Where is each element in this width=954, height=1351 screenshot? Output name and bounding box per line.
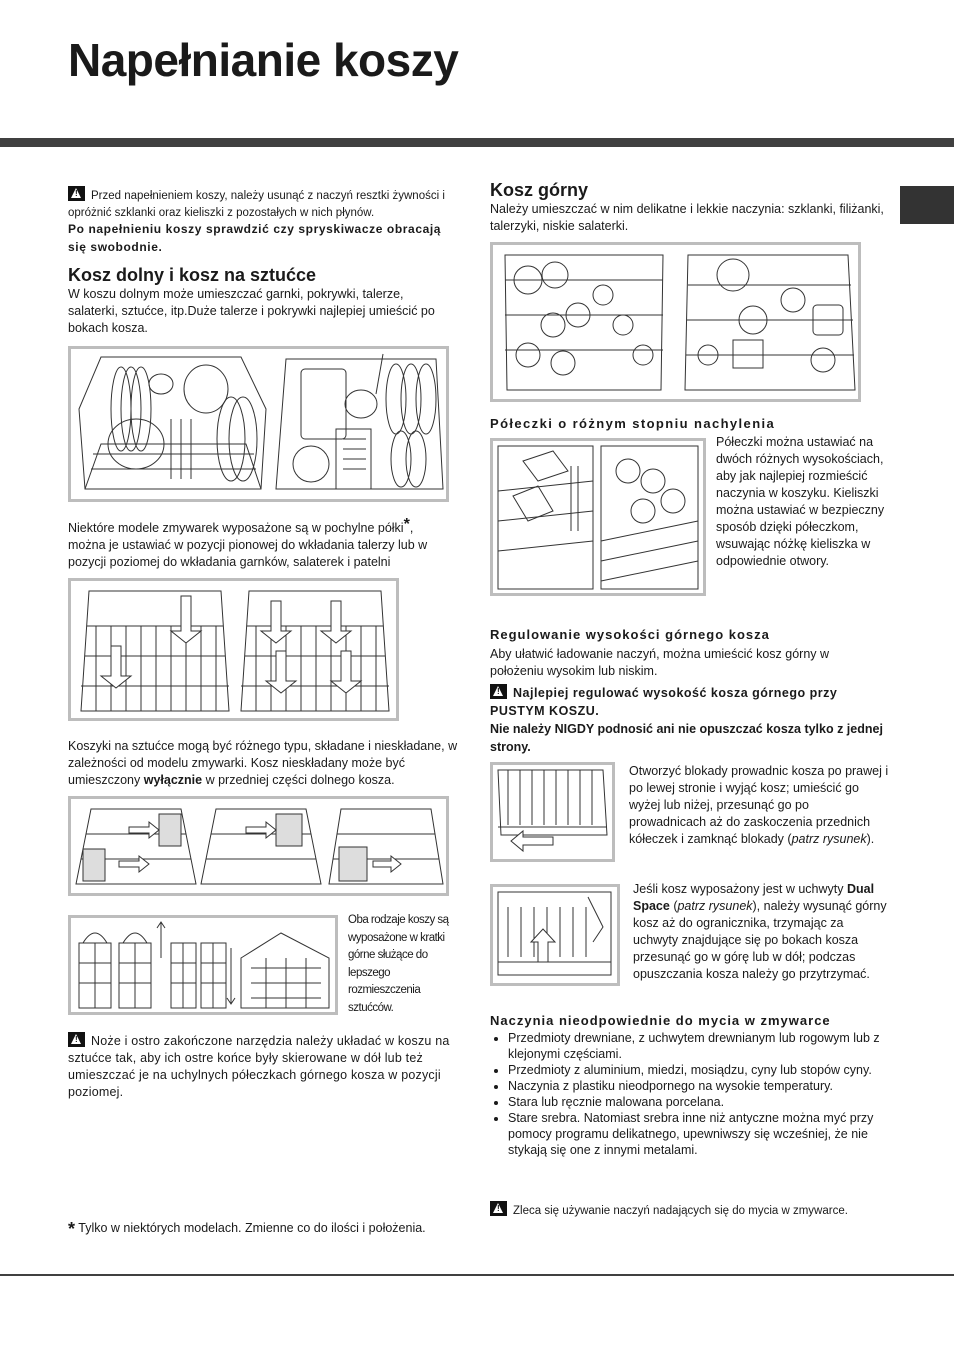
intro-warning-text: Przed napełnieniem koszy, należy usunąć z naczyń resztki żywności i opróżnić szklanki oraz kieliszki z pozostałych w nich płynów. — [68, 190, 445, 219]
shelves-illustration — [493, 441, 703, 593]
shelves-text: Półeczki można ustawiać na dwóch różnych wysokościach, aby jak najlepiej rozmieścić naczynia w koszyku. Kieliszki można ustawiać w bezpieczny sposób dzięki półeczkom, wsuwając nóżkę kieliszka w odpowiednie otwory. — [716, 435, 885, 568]
final-warning-text: Zleca się używanie naczyń nadających się do mycia w zmywarce. — [513, 1205, 848, 1217]
list-item: • Naczynia z plastiku nieodpornego na wysokie temperatury. — [508, 1078, 885, 1094]
grids-text: Oba rodzaje koszy są wyposażone w kratki górne służące do lepszego rozmieszczenia sztućców. — [348, 914, 449, 1014]
lower-basket-figure — [68, 346, 449, 502]
final-warning — [490, 1201, 880, 1220]
racks-illustration — [71, 581, 396, 718]
dual-italic: patrz rysunek — [677, 899, 753, 913]
upper-basket-heading: Kosz górny — [490, 180, 589, 200]
warning-icon — [490, 684, 507, 699]
header-rule — [0, 138, 954, 147]
asterisk: * — [403, 516, 410, 533]
racks-text-b: , można je ustawiać w pozycji pionowej do wkładania talerzy lub w pozycji poziomej do wkładania garnków, salaterek i patelni — [68, 521, 428, 569]
warning-icon — [68, 1032, 85, 1047]
racks-text — [68, 516, 453, 571]
knives-warning-text: Noże i ostro zakończone narzędzia należy układać w koszu na sztućce tak, aby ich ostre końce były skierowane w dół lub też umieszczać je na uchylnych półeczkach górnego kosza w pozycji poziomej. — [68, 1034, 450, 1099]
cutlery-text — [68, 738, 458, 789]
lock-italic: patrz rysunek — [791, 832, 867, 846]
dual-space-text — [633, 881, 888, 983]
height-heading: Regulowanie wysokości górnego kosza — [490, 627, 770, 642]
lower-basket-text: W koszu dolnym może umieszczać garnki, pokrywki, talerze, salaterki, sztućce, itp.Duże talerze i pokrywki najlepiej umieścić po bokach kosza. — [68, 287, 435, 335]
cutlery-grids-figure — [68, 915, 338, 1015]
upper-basket-text: Należy umieszczać w nim delikatne i lekkie naczynia: szklanki, filiżanki, talerzyki, niskie salaterki. — [490, 202, 884, 233]
cutlery-positions-figure — [68, 796, 449, 896]
cutlery-grids-illustration — [71, 918, 335, 1012]
height-warning — [490, 684, 885, 756]
shelves-figure — [490, 438, 706, 596]
cutlery-bold: wyłącznie — [143, 773, 203, 787]
lock-text — [629, 763, 889, 848]
height-warning-2: Nie należy NIGDY podnosić ani nie opuszczać kosza tylko z jednej strony. — [490, 722, 883, 754]
knives-warning — [68, 1032, 456, 1101]
list-item: • Przedmioty drewniane, z uchwytem drewnianym lub rogowym lub z klejonymi częściami. — [508, 1030, 885, 1062]
cutlery-text-a: Koszyki na sztućce mogą być różnego typu, składane i nieskładane, w zależności od modelu zmywarki. Kosz nieskładany może być umieszczony — [68, 739, 458, 787]
list-item: • Przedmioty z aluminium, miedzi, mosiądzu, cyny lub stopów cyny. — [508, 1062, 885, 1078]
footer-rule — [0, 1274, 954, 1276]
racks-text-a: Niektóre modele zmywarek wyposażone są w pochylne półki — [68, 521, 404, 535]
cutlery-text-b: w przedniej części dolnego kosza. — [202, 773, 395, 787]
intro-warning-bold: Po napełnieniu koszy sprawdzić czy spryskiwacze obracają się swobodnie. — [68, 222, 442, 254]
dual-text-a: Jeśli kosz wyposażony jest w uchwyty — [633, 882, 847, 896]
height-warning-1: Najlepiej regulować wysokość kosza górnego przy PUSTYM KOSZU. — [490, 686, 838, 718]
lock-figure — [490, 762, 615, 862]
footnote-mark: * — [68, 1219, 76, 1239]
language-tab — [900, 186, 954, 224]
upper-basket-figure — [490, 242, 861, 402]
unsuitable-heading: Naczynia nieodpowiednie do mycia w zmywarce — [490, 1013, 831, 1028]
footnote — [68, 1220, 448, 1238]
warning-icon — [490, 1201, 507, 1216]
warning-icon — [68, 186, 85, 201]
lock-text-b: ). — [866, 832, 875, 846]
lower-basket-illustration — [71, 349, 446, 499]
dual-bold: Dual Space — [633, 882, 875, 913]
cutlery-positions-illustration — [71, 799, 446, 893]
shelves-heading: Półeczki o różnym stopniu nachylenia — [490, 416, 776, 431]
dual-text-b: ( — [669, 899, 678, 913]
unsuitable-list — [490, 1030, 885, 1158]
lock-illustration — [493, 765, 612, 859]
lock-text-a: Otworzyć blokady prowadnic kosza po prawej i po lewej stronie i wyjąć kosz; umieścić go wyżej lub niżej, przesunąć go po prowadnicach aż do zaskoczenia przednich kółeczek i zamknąć blokady ( — [629, 764, 889, 846]
intro-warning — [68, 186, 458, 256]
height-text: Aby ułatwić ładowanie naczyń, można umieścić kosz górny w położeniu wysokim lub niskim. — [490, 647, 830, 678]
list-item: • Stara lub ręcznie malowana porcelana. — [508, 1094, 885, 1110]
dual-space-illustration — [493, 887, 617, 983]
list-item: • Stare srebra. Natomiast srebra inne niż antyczne można myć przy pomocy programu delikatnego, upewniwszy się wcześniej, że nie stykają się one z innymi metalami. — [508, 1110, 885, 1158]
footnote-text: Tylko w niektórych modelach. Zmienne co do ilości i położenia. — [78, 1221, 426, 1235]
dual-text-c: ), należy wysunąć górny kosz aż do ogranicznika, trzymając za uchwyty znajdujące się po bokach kosza przesunąć go w górę lub w dół; podczas opuszczania kosza należy go przytrzymać. — [633, 899, 887, 981]
lower-basket-heading: Kosz dolny i kosz na sztućce — [68, 265, 317, 285]
dual-space-figure — [490, 884, 620, 986]
page-title: Napełnianie koszy — [68, 34, 459, 86]
racks-figure — [68, 578, 399, 721]
upper-basket-illustration — [493, 245, 858, 399]
